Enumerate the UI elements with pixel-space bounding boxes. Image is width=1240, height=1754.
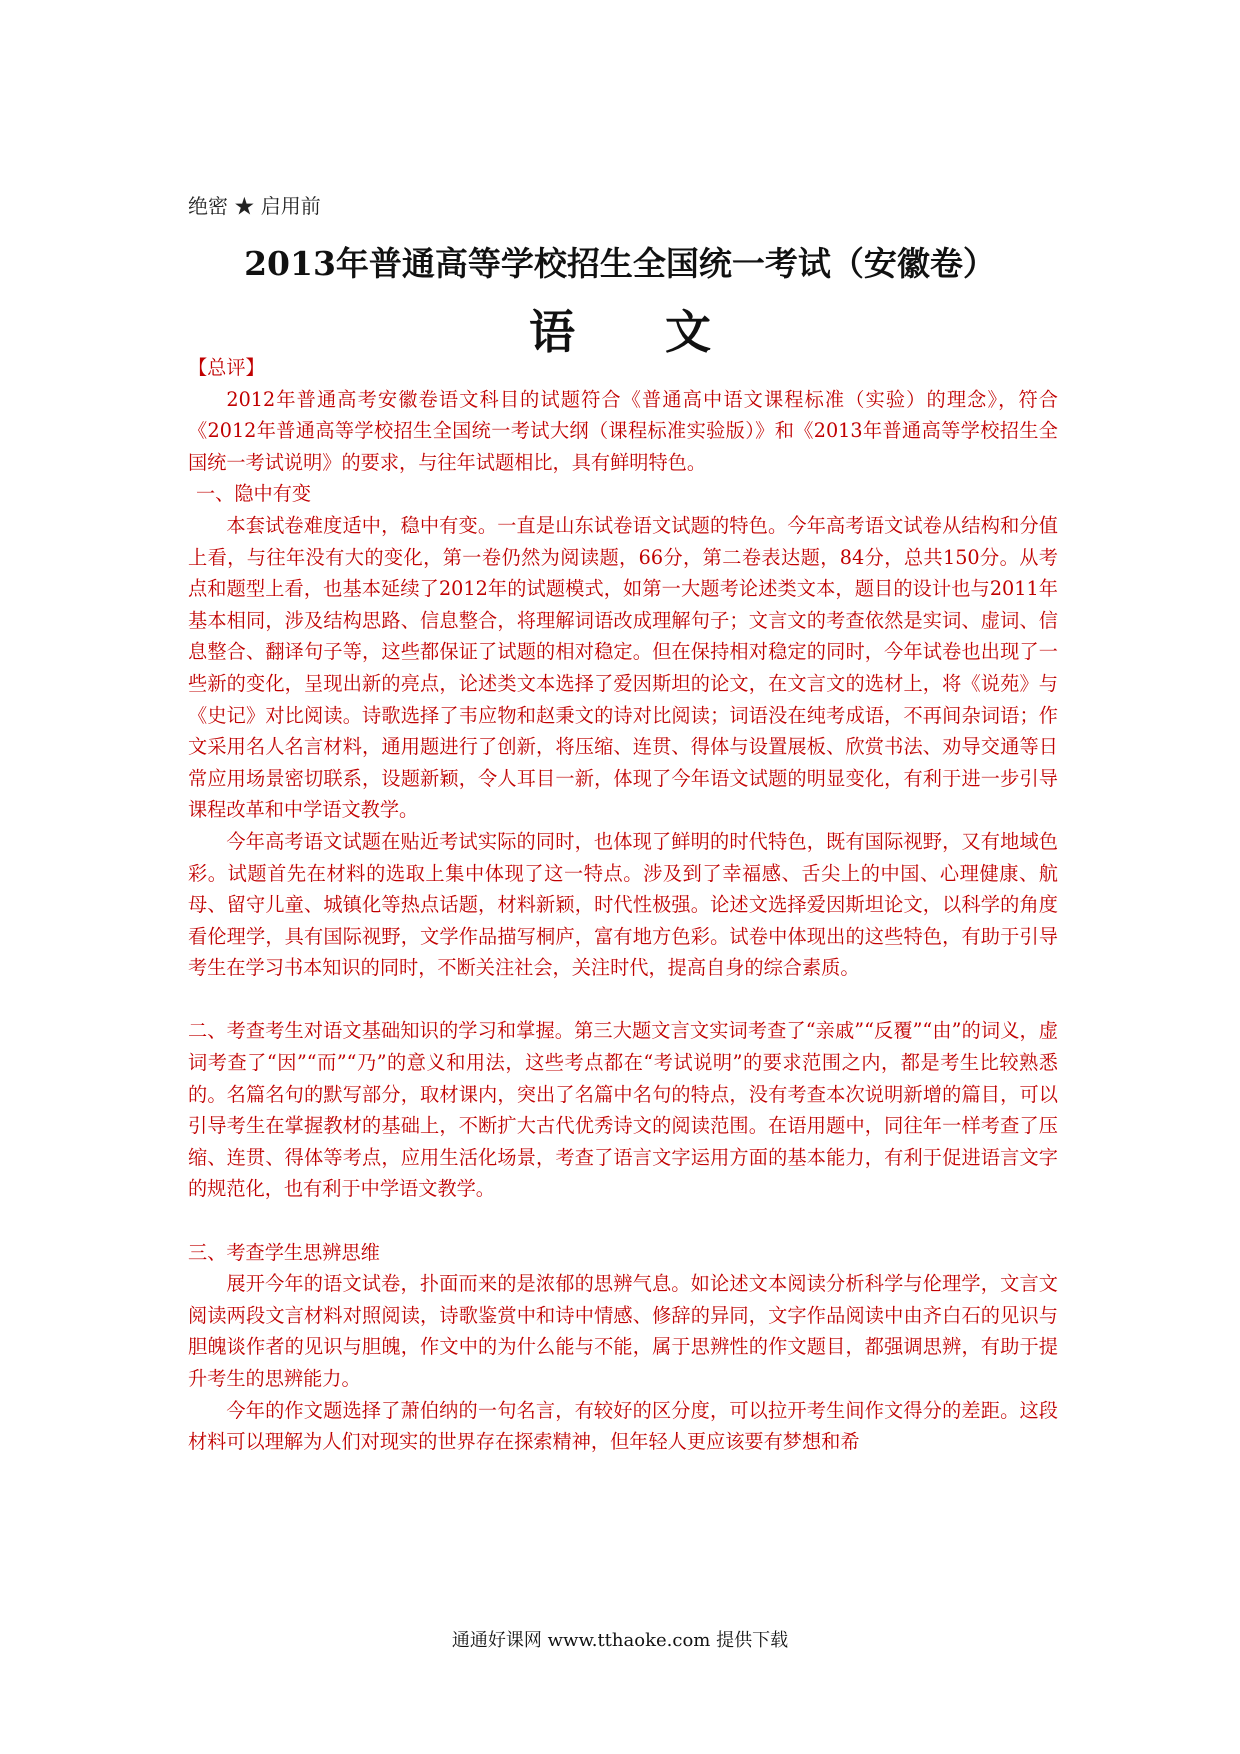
spacer [188, 984, 1058, 1016]
section1-paragraph-2: 今年高考语文试题在贴近考试实际的同时，也体现了鲜明的时代特色，既有国际视野，又有地域色彩。试题首先在材料的选取上集中体现了这一特点。涉及到了幸福感、舌尖上的中国、心理健康、航母、留守儿童、城镇化等热点话题，材料新颖，时代性极强。论述文选择爱因斯坦论文，以科学的角度看伦理学，具有国际视野，文学作品描写桐庐，富有地方色彩。试卷中体现出的这些特色，有助于引导考生在学习书本知识的同时，不断关注社会，关注时代，提高自身的综合素质。 [188, 829, 1058, 980]
section1-paragraph-1: 本套试卷难度适中，稳中有变。一直是山东试卷语文试题的特色。今年高考语文试卷从结构和分值上看，与往年没有大的变化，第一卷仍然为阅读题，66分，第二卷表达题，84分，总共150分。从考点和题型上看，也基本延续了2012年的试题模式，如第一大题考论述类文本，题目的设计也与2011年基本相同，涉及结构思路、信息整合，将理解词语改成理解句子；文言文的考查依然是实词、虚词、信息整合、翻译句子等，这些都保证了试题的相对稳定。但在保持相对稳定的同时，今年试卷也出现了一些新的变化，呈现出新的亮点，论述类文本选择了爱因斯坦的论文，在文言文的选材上，将《说苑》与《史记》对比阅读。诗歌选择了韦应物和赵秉文的诗对比阅读；词语没在纯考成语，不再间杂词语；作文采用名人名言材料，通用题进行了创新，将压缩、连贯、得体与设置展板、欣赏书法、劝导交通等日常应用场景密切联系，设题新颖，令人耳目一新，体现了今年语文试题的明显变化，有利于进一步引导课程改革和中学语文教学。 [188, 513, 1058, 822]
section3-heading: 三、考查学生思辨思维 [188, 1240, 380, 1264]
footer-text: 通通好课网 www.tthaoke.com 提供下载 [451, 1630, 789, 1651]
confidential-label: 绝密 ★ 启用前 [188, 194, 321, 218]
section3-paragraph-1: 展开今年的语文试卷，扑面而来的是浓郁的思辨气息。如论述文本阅读分析科学与伦理学，文言文阅读两段文言材料对照阅读，诗歌鉴赏中和诗中情感、修辞的异同，文字作品阅读中由齐白石的见识与胆魄谈作者的见识与胆魄，作文中的为什么能与不能，属于思辨性的作文题目，都强调思辨，有助于提升考生的思辨能力。 [188, 1272, 1058, 1390]
spacer [188, 1205, 1058, 1237]
overview-body [188, 352, 1058, 1458]
exam-title: 2013年普通高等学校招生全国统一考试（安徽卷） [244, 244, 996, 283]
section2-paragraph: 二、考查考生对语文基础知识的学习和掌握。第三大题文言文实词考查了“亲戚”“反覆”“由”的词义，虚词考查了“因”“而”“乃”的意义和用法，这些考点都在“考试说明”的要求范围之内，都是考生比较熟悉的。名篇名句的默写部分，取材课内，突出了名篇中名句的特点，没有考查本次说明新增的篇目，可以引导考生在掌握教材的基础上，不断扩大古代优秀诗文的阅读范围。在语用题中，同往年一样考查了压缩、连贯、得体等考点，应用生活化场景，考查了语言文字运用方面的基本能力，有利于促进语言文字的规范化，也有利于中学语文教学。 [188, 1019, 1058, 1201]
section3-paragraph-2: 今年的作文题选择了萧伯纳的一句名言，有较好的区分度，可以拉开考生间作文得分的差距。这段材料可以理解为人们对现实的世界存在探索精神，但年轻人更应该要有梦想和希 [188, 1398, 1058, 1454]
section1-heading: 一、隐中有变 [196, 482, 312, 506]
overview-label: 【总评】 [188, 356, 265, 379]
overview-intro: 2012年普通高考安徽卷语文科目的试题符合《普通高中语文课程标准（实验）的理念》，符合《2012年普通高等学校招生全国统一考试大纲（课程标准实验版）》和《2013年普通高等学校招生全国统一考试说明》的要求，与往年试题相比，具有鲜明特色。 [188, 387, 1058, 474]
subject-title: 语文 [529, 305, 801, 359]
